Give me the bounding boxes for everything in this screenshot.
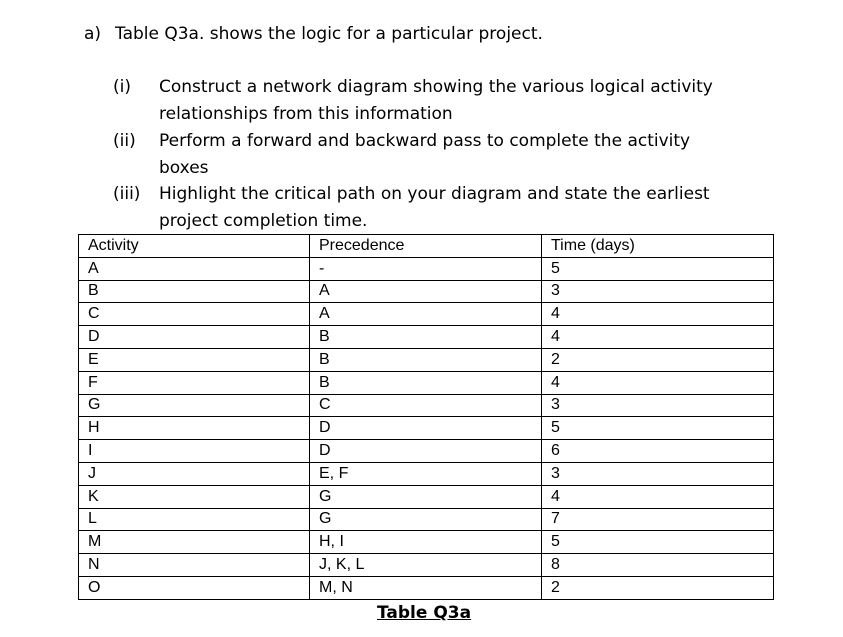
cell-precedence: -	[310, 257, 542, 280]
subpart-iii-line-1: Highlight the critical path on your diagram and state the earliest	[159, 184, 710, 204]
question-text: Table Q3a. shows the logic for a particular project.	[115, 24, 543, 44]
header-time: Time (days)	[542, 235, 774, 258]
cell-activity: I	[79, 440, 310, 463]
cell-activity: N	[79, 554, 310, 577]
subpart-label-ii: (ii)	[113, 131, 136, 151]
subpart-i-line-1: Construct a network diagram showing the various logical activity	[159, 77, 713, 97]
cell-activity: K	[79, 485, 310, 508]
table-row	[79, 348, 774, 371]
table-row	[79, 440, 774, 463]
subpart-iii-line-2: project completion time.	[159, 211, 368, 231]
subpart-i-line-2: relationships from this information	[159, 104, 453, 124]
table-row	[79, 257, 774, 280]
cell-time: 5	[542, 257, 774, 280]
subpart-ii-line-1: Perform a forward and backward pass to complete the activity	[159, 131, 691, 151]
header-activity: Activity	[79, 235, 310, 258]
cell-time: 6	[542, 440, 774, 463]
table-row	[79, 554, 774, 577]
cell-activity: F	[79, 371, 310, 394]
table-row	[79, 531, 774, 554]
cell-activity: C	[79, 303, 310, 326]
cell-activity: G	[79, 394, 310, 417]
activity-table	[78, 234, 774, 600]
cell-time: 5	[542, 417, 774, 440]
cell-precedence: G	[310, 485, 542, 508]
cell-precedence: D	[310, 440, 542, 463]
table-row	[79, 394, 774, 417]
table-body	[79, 257, 774, 599]
table-row	[79, 371, 774, 394]
cell-time: 4	[542, 326, 774, 349]
cell-activity: E	[79, 348, 310, 371]
cell-activity: B	[79, 280, 310, 303]
table-row	[79, 280, 774, 303]
cell-time: 8	[542, 554, 774, 577]
cell-activity: L	[79, 508, 310, 531]
table-row	[79, 485, 774, 508]
cell-precedence: B	[310, 326, 542, 349]
cell-precedence: G	[310, 508, 542, 531]
cell-precedence: D	[310, 417, 542, 440]
cell-time: 5	[542, 531, 774, 554]
cell-activity: H	[79, 417, 310, 440]
cell-precedence: M, N	[310, 576, 542, 599]
cell-time: 2	[542, 576, 774, 599]
cell-activity: O	[79, 576, 310, 599]
cell-activity: J	[79, 462, 310, 485]
cell-time: 4	[542, 485, 774, 508]
cell-time: 3	[542, 462, 774, 485]
subpart-ii-line-2: boxes	[159, 158, 209, 178]
table-row	[79, 508, 774, 531]
cell-precedence: J, K, L	[310, 554, 542, 577]
cell-time: 2	[542, 348, 774, 371]
table-row	[79, 417, 774, 440]
cell-precedence: E, F	[310, 462, 542, 485]
cell-activity: A	[79, 257, 310, 280]
table-row	[79, 462, 774, 485]
table-caption: Table Q3a	[377, 603, 472, 623]
table-row	[79, 303, 774, 326]
table-header-row	[79, 235, 774, 258]
cell-precedence: H, I	[310, 531, 542, 554]
cell-time: 7	[542, 508, 774, 531]
cell-precedence: B	[310, 348, 542, 371]
cell-precedence: B	[310, 371, 542, 394]
cell-activity: D	[79, 326, 310, 349]
subpart-label-iii: (iii)	[113, 184, 141, 204]
cell-precedence: C	[310, 394, 542, 417]
subpart-label-i: (i)	[113, 77, 131, 97]
cell-time: 4	[542, 371, 774, 394]
cell-precedence: A	[310, 280, 542, 303]
cell-activity: M	[79, 531, 310, 554]
cell-precedence: A	[310, 303, 542, 326]
question-label: a)	[84, 24, 102, 44]
cell-time: 3	[542, 394, 774, 417]
header-precedence: Precedence	[310, 235, 542, 258]
table-row	[79, 576, 774, 599]
cell-time: 4	[542, 303, 774, 326]
table-row	[79, 326, 774, 349]
cell-time: 3	[542, 280, 774, 303]
